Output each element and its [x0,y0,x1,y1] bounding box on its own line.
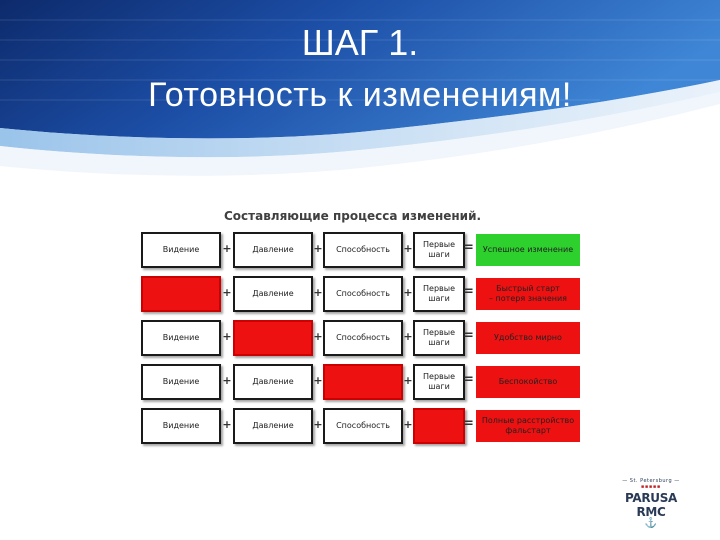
component-cell: Давление [233,364,313,400]
slide-title [0,22,720,116]
plus-operator: + [403,374,413,387]
component-cell: Давление [233,232,313,268]
plus-operator: + [313,330,323,343]
logo-name: PARUSA RMC [624,491,678,519]
equals-operator: = [463,328,474,343]
component-cell: Первые шаги [413,364,465,400]
component-cell: Видение [141,408,221,444]
figure-row [138,276,580,312]
component-cell: Видение [141,232,221,268]
plus-operator: + [403,330,413,343]
plus-operator: + [313,286,323,299]
result-cell: Полные расстройство фальстарт [476,410,580,442]
figure-row [138,320,580,356]
figure-row [138,364,580,400]
component-cell [323,364,403,400]
slide-title-step: ШАГ 1. [301,22,419,63]
plus-operator: + [403,286,413,299]
plus-operator: + [313,418,323,431]
equals-operator: = [463,240,474,255]
component-cell: Видение [141,364,221,400]
component-cell: Первые шаги [413,276,465,312]
plus-operator: + [222,418,232,431]
plus-operator: + [313,242,323,255]
component-cell: Первые шаги [413,320,465,356]
component-cell: Способность [323,232,403,268]
plus-operator: + [222,374,232,387]
component-cell [141,276,221,312]
result-cell: Беспокойство [476,366,580,398]
equals-operator: = [463,372,474,387]
plus-operator: + [403,418,413,431]
component-cell: Давление [233,408,313,444]
component-cell: Способность [323,408,403,444]
result-cell: Успешное изменение [476,234,580,266]
anchor-icon: ⚓ [644,518,658,529]
equals-operator: = [463,416,474,431]
company-logo [618,478,684,528]
change-components-figure [138,205,580,445]
component-cell: Способность [323,320,403,356]
figure-row [138,408,580,444]
plus-operator: + [222,242,232,255]
plus-operator: + [222,286,232,299]
result-cell: Быстрый старт – потеря значения [476,278,580,310]
component-cell [233,320,313,356]
result-cell: Удобство мирно [476,322,580,354]
component-cell: Первые шаги [413,232,465,268]
figure-title: Составляющие процесса изменений. [224,209,482,223]
plus-operator: + [313,374,323,387]
plus-operator: + [222,330,232,343]
component-cell [413,408,465,444]
equals-operator: = [463,284,474,299]
slide-title-heading: Готовность к изменениям! [148,76,572,114]
logo-city: — St. Petersburg — [622,478,680,484]
logo-flag-stripe: ■■■■■ [640,484,662,490]
component-cell: Давление [233,276,313,312]
figure-row [138,232,580,268]
plus-operator: + [403,242,413,255]
component-cell: Видение [141,320,221,356]
component-cell: Способность [323,276,403,312]
